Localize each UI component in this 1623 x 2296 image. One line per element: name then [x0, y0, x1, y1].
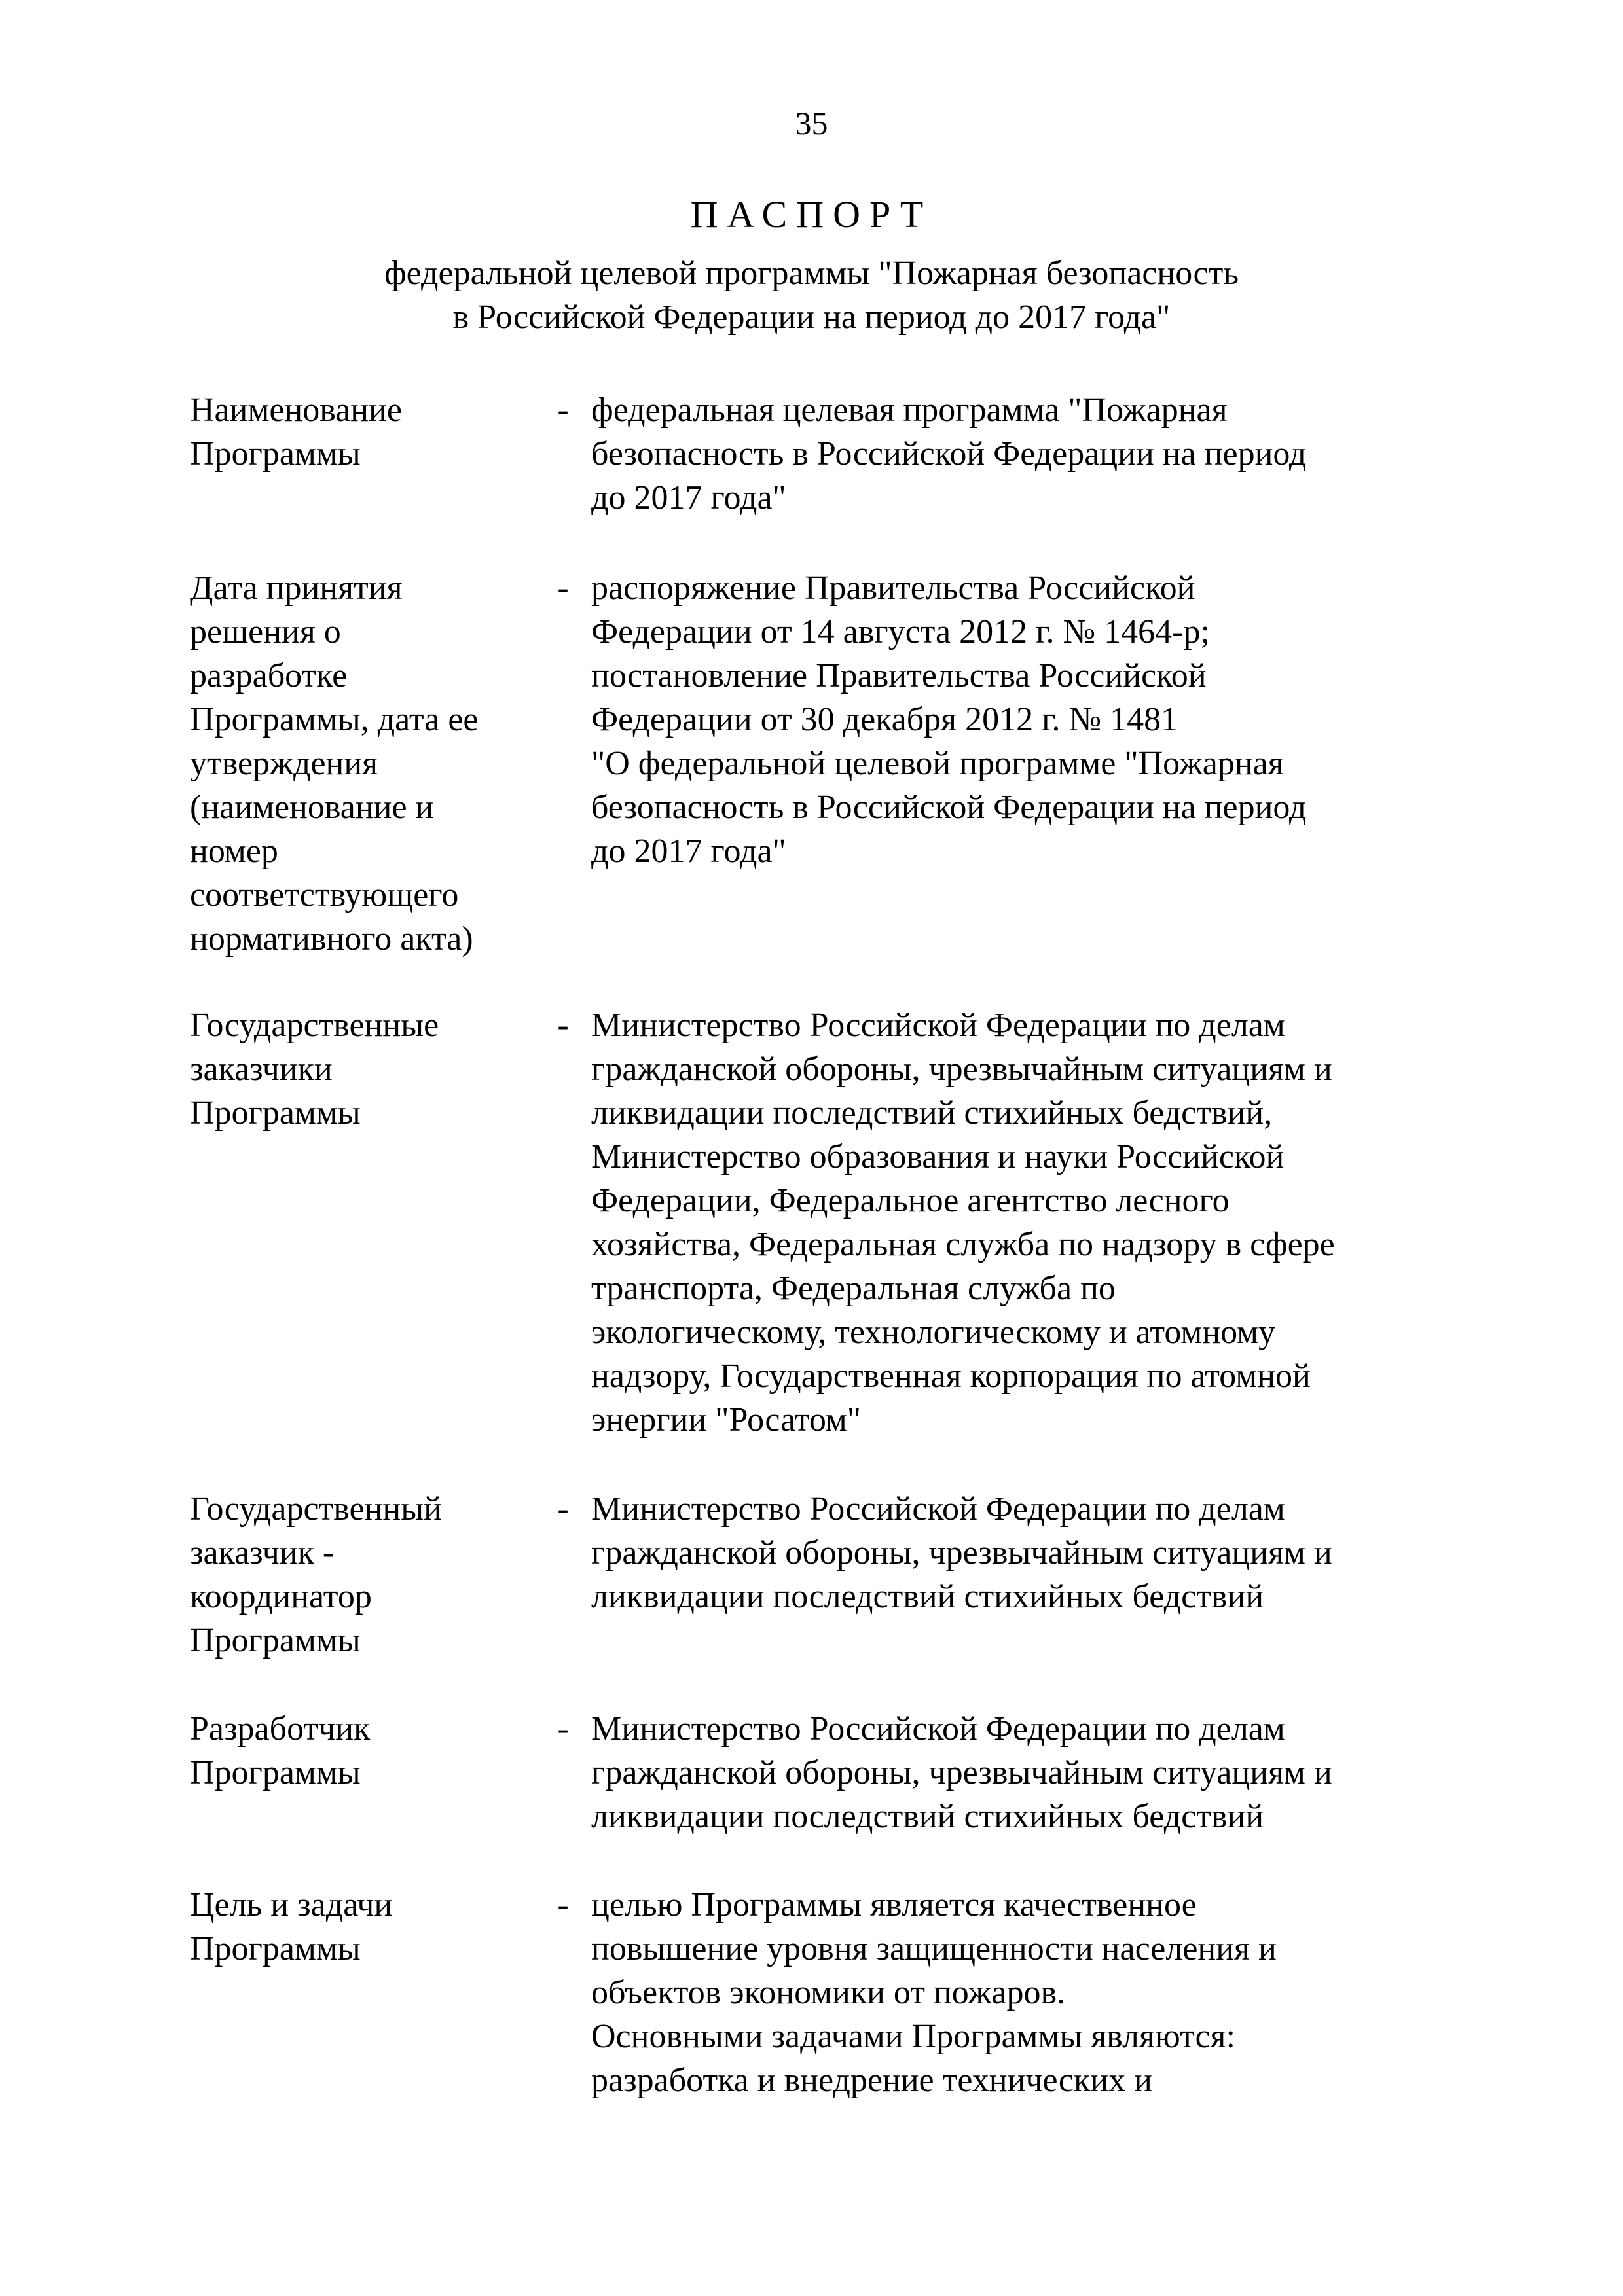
- row-value: целью Программы является качественное повышение уровня защищенности населения и объектов экономики от пожаров. Основными задачами Программы являются: разработка и внедрение технических и: [591, 1886, 1277, 2099]
- row-dash: -: [557, 1886, 569, 1924]
- row-value: Министерство Российской Федерации по делам гражданской обороны, чрезвычайным ситуациям и ликвидации последствий стихийных бедствий: [591, 1490, 1332, 1615]
- document-title: ПАСПОРТ: [690, 193, 933, 236]
- row-value: Министерство Российской Федерации по делам гражданской обороны, чрезвычайным ситуациям и ликвидации последствий стихийных бедствий, Министерство образования и науки Российской Федерации, Федеральное агентство лесного хозяйства, Федеральная служба по надзору в сфере транспорта, Федеральная служба по экологическому, технологическому и атомному надзору, Государственная корпорация по атомной энергии "Росатом": [591, 1007, 1335, 1439]
- row-dash: -: [557, 1490, 569, 1528]
- row-label: Цель и задачи Программы: [190, 1886, 393, 1967]
- row-label: Наименование Программы: [190, 391, 402, 473]
- row-label: Разработчик Программы: [190, 1710, 371, 1791]
- row-dash: -: [557, 1710, 569, 1748]
- row-dash: -: [557, 569, 569, 607]
- row-dash: -: [557, 1007, 569, 1044]
- row-value: Министерство Российской Федерации по делам гражданской обороны, чрезвычайным ситуациям и ликвидации последствий стихийных бедствий: [591, 1710, 1332, 1835]
- row-label: Дата принятия решения о разработке Программы, дата ее утверждения (наименование и номер соответствующего нормативного акта): [190, 569, 479, 958]
- row-label: Государственный заказчик - координатор Программы: [190, 1490, 442, 1659]
- row-value: федеральная целевая программа "Пожарная безопасность в Российской Федерации на период до 2017 года": [591, 391, 1307, 516]
- row-label: Государственные заказчики Программы: [190, 1007, 439, 1132]
- row-dash: -: [557, 391, 569, 429]
- page-number: 35: [795, 105, 828, 141]
- row-value: распоряжение Правительства Российской Федерации от 14 августа 2012 г. № 1464-р; постановление Правительства Российской Федерации от 30 декабря 2012 г. № 1481 "О федеральной целевой программе "Пожарная безопасность в Российской Федерации на период до 2017 года": [591, 569, 1307, 870]
- document-subtitle: федеральной целевой программы "Пожарная безопасность в Российской Федерации на период до 2017 года": [384, 255, 1239, 336]
